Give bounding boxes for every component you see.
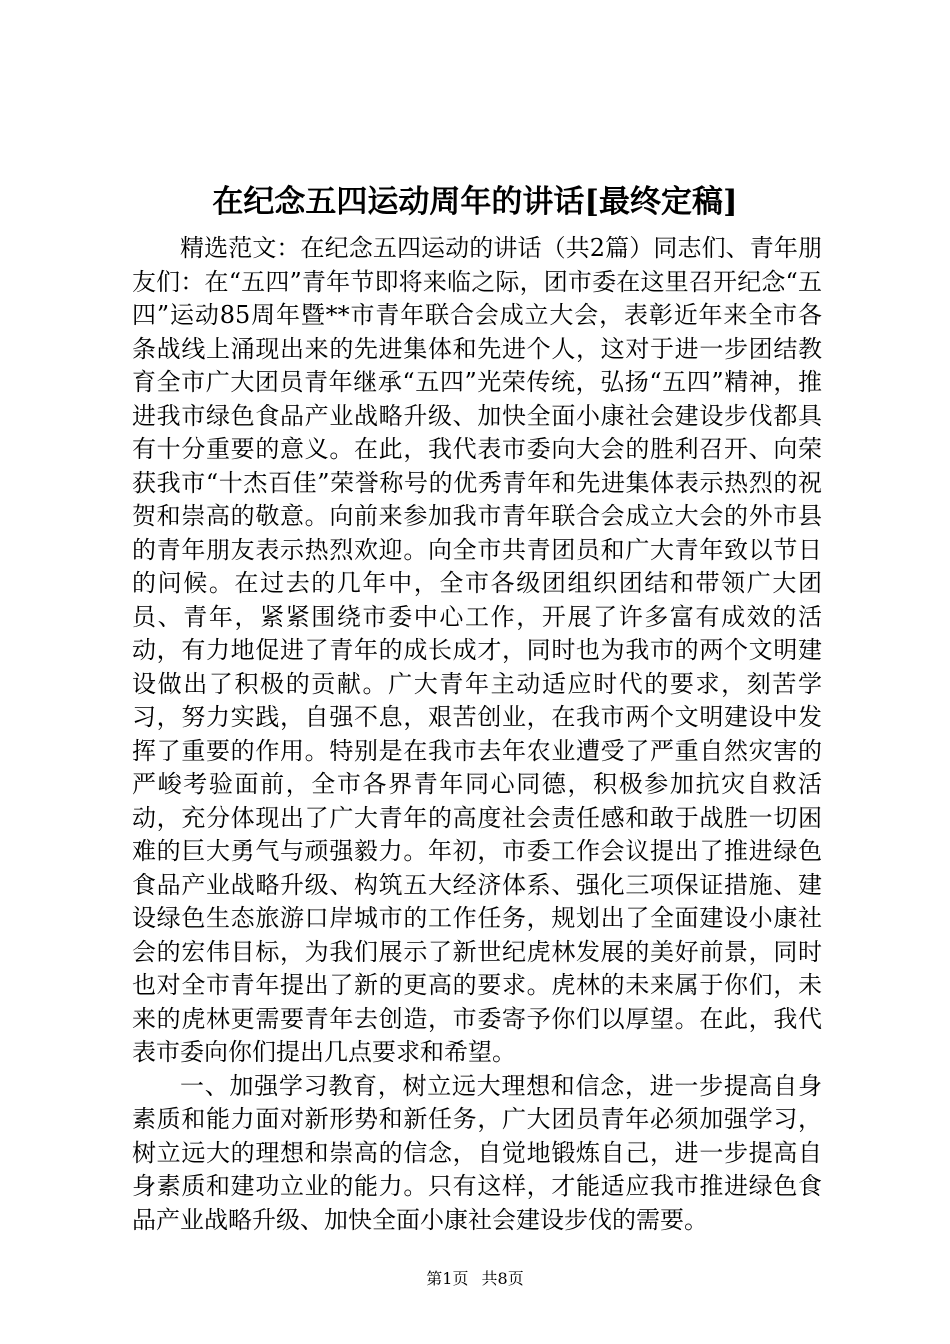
paragraph-intro: 精选范文：在纪念五四运动的讲话（共2篇）同志们、青年朋友们：在“五四”青年节即将来临之际，团市委在这里召开纪念“五四”运动85周年暨**市青年联合会成立大会，表彰近年来全市各条战线上涌现出来的先进集体和先进个人，这对于进一步团结教育全市广大团员青年继承“五四”光荣传统，弘扬“五四”精神，推进我市绿色食品产业战略升级、加快全面小康社会建设步伐都具有十分重要的意义。在此，我代表市委向大会的胜利召开、向荣获我市“十杰百佳”荣誉称号的优秀青年和先进集体表示热烈的祝贺和崇高的敬意。向前来参加我市青年联合会成立大会的外市县的青年朋友表示热烈欢迎。向全市共青团员和广大青年致以节日的问候。在过去的几年中，全市各级团组织团结和带领广大团员、青年，紧紧围绕市委中心工作，开展了许多富有成效的活动，有力地促进了青年的成长成才，同时也为我市的两个文明建设做出了积极的贡献。广大青年主动适应时代的要求，刻苦学习，努力实践，自强不息，艰苦创业，在我市两个文明建设中发挥了重要的作用。特别是在我市去年农业遭受了严重自然灾害的严峻考验面前，全市各界青年同心同德，积极参加抗灾自救活动，充分体现出了广大青年的高度社会责任感和敢于战胜一切困难的巨大勇气与顽强毅力。年初，市委工作会议提出了推进绿色食品产业战略升级、构筑五大经济体系、强化三项保证措施、建设绿色生态旅游口岸城市的工作任务，规划出了全面建设小康社会的宏伟目标，为我们展示了新世纪虎林发展的美好前景，同时也对全市青年提出了新的更高的要求。虎林的未来属于你们，未来的虎林更需要青年去创造，市委寄予你们以厚望。在此，我代表市委向你们提出几点要求和希望。 — [132, 234, 822, 1066]
document-title: 在纪念五四运动周年的讲话[最终定稿] — [212, 184, 738, 220]
page-total: 共8页 — [481, 1269, 524, 1288]
page-number: 第1页 — [426, 1269, 469, 1288]
page-footer — [0, 1268, 950, 1290]
paragraph-section-one: 一、加强学习教育，树立远大理想和信念，进一步提高自身素质和能力面对新形势和新任务，广大团员青年必须加强学习，树立远大的理想和崇高的信念，自觉地锻炼自己，进一步提高自身素质和建功立业的能力。只有这样，才能适应我市推进绿色食品产业战略升级、加快全面小康社会建设步伐的需要。 — [132, 1071, 822, 1234]
document-body — [132, 232, 822, 1237]
